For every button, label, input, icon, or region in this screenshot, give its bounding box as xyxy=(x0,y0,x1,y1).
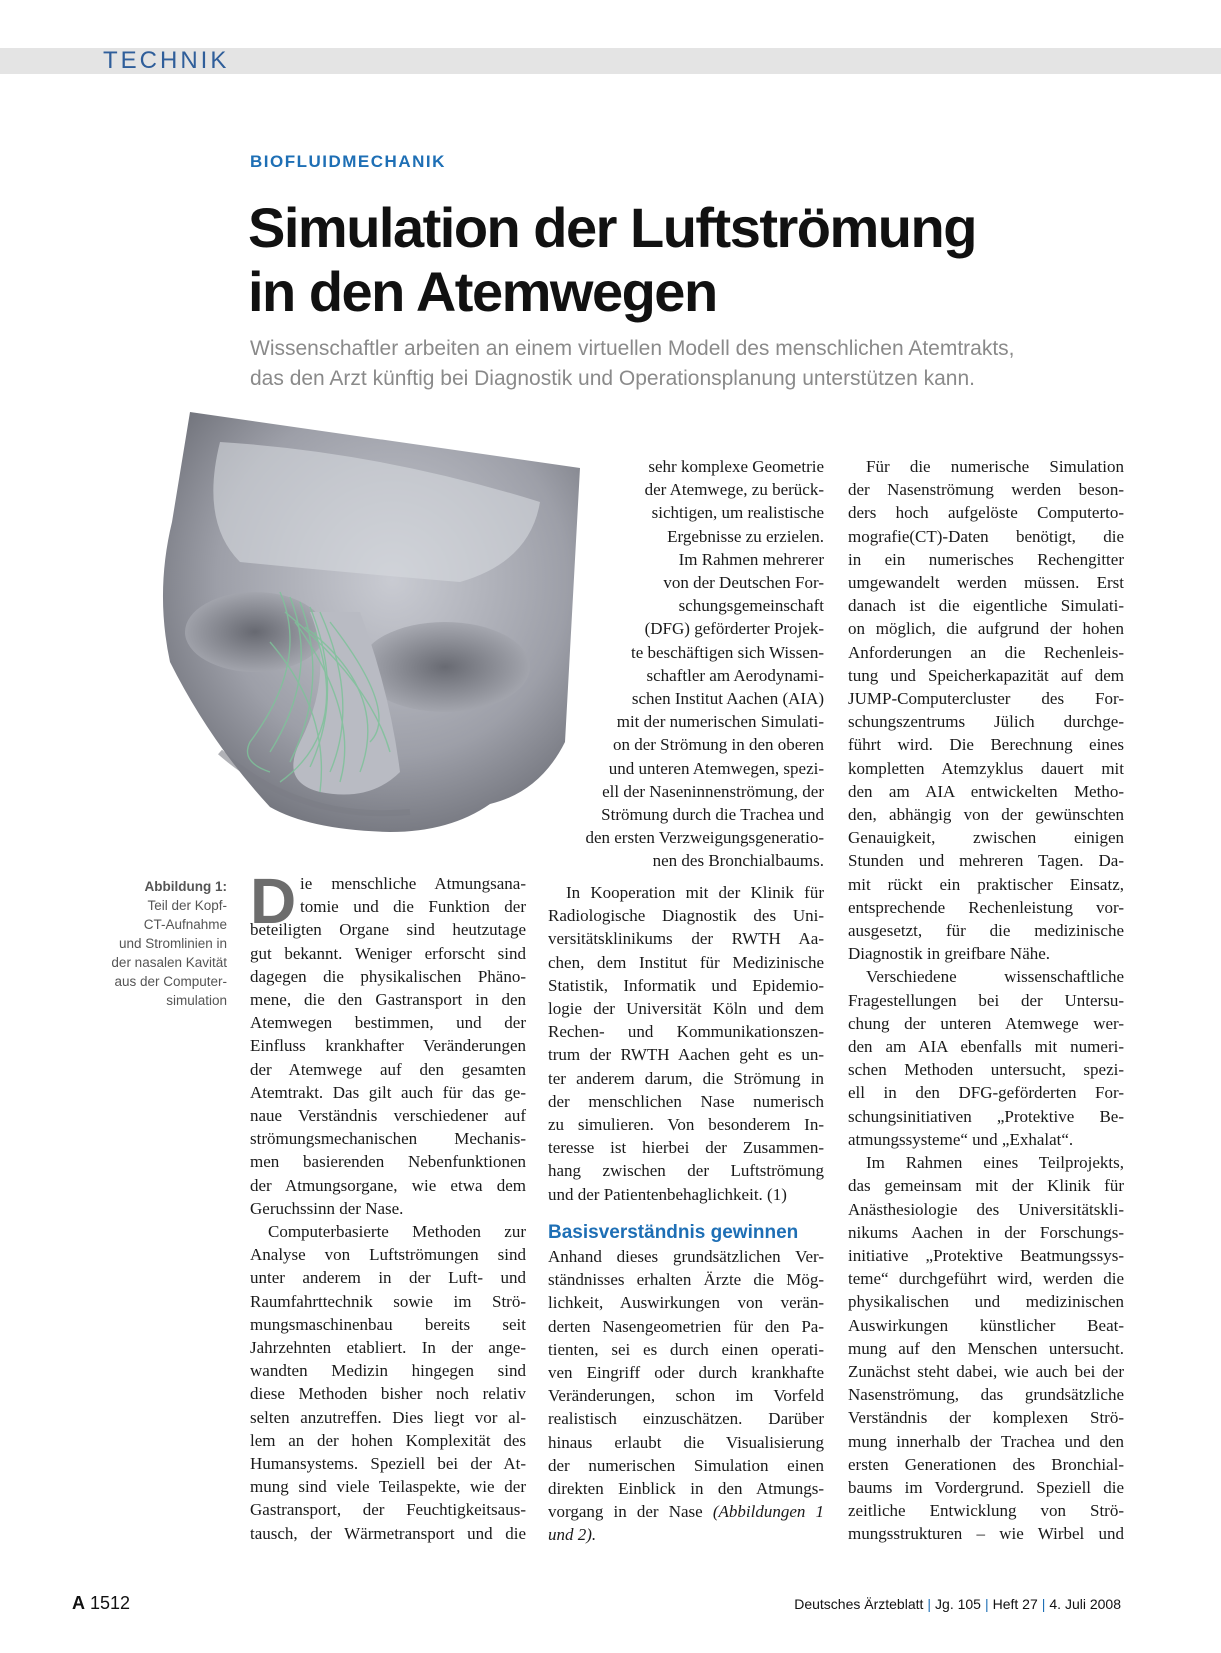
article-subtitle xyxy=(250,334,1170,394)
text-line: mene, die den Gastransport in den xyxy=(250,990,526,1010)
caption-label: Abbildung 1: xyxy=(144,879,227,894)
text-line: der menschlichen Nase numerisch xyxy=(548,1091,824,1111)
text-line: Atemtrakt. Das gilt auch für das ge- xyxy=(250,1082,526,1102)
text-line: Jahrzehnten etabliert. In der ange- xyxy=(250,1338,526,1358)
text-line: Ergebnisse zu erzielen. xyxy=(667,526,824,546)
text-line: nen des Bronchialbaums. xyxy=(652,851,824,871)
text-line: Auswirkungen künstlicher Beat- xyxy=(848,1315,1124,1335)
subtitle-line: das den Arzt künftig bei Diagnostik und Operationsplanung unterstützen kann. xyxy=(250,367,975,390)
text-line: Zunächst steht dabei, wie auch bei der xyxy=(848,1361,1124,1381)
text-line: atmungssysteme“ und „Exhalat“. xyxy=(848,1129,1074,1149)
text-line: tienten, sei es durch einen operati- xyxy=(548,1339,824,1359)
text-line: Humansystems. Speziell bei der At- xyxy=(250,1454,526,1474)
figure-caption xyxy=(95,877,227,1010)
text-line: on möglich, die aufgrund der hohen xyxy=(848,619,1124,639)
text-line: führt wird. Die Berechnung eines xyxy=(848,735,1124,755)
text-line: Anhand dieses grundsätzlichen Ver- xyxy=(548,1247,824,1266)
text-line: ell der Naseninnenströmung, der xyxy=(602,781,824,801)
text-line: zeitliche Entwicklung von Strö- xyxy=(848,1501,1124,1521)
text-line: beteiligten Organe sind heutzutage xyxy=(250,920,526,940)
text-line: realistisch einzuschätzen. Darüber xyxy=(548,1409,824,1429)
text-line: trum der RWTH Aachen geht es un- xyxy=(548,1045,824,1065)
text-line: Strömung durch die Trachea und xyxy=(601,805,824,825)
text-line: ie menschliche Atmungsana- xyxy=(300,874,526,893)
body-column-3 xyxy=(848,455,1124,1546)
text-line: derten Nasengeometrien für den Pa- xyxy=(548,1316,824,1336)
body-column-2-bottom xyxy=(548,1245,824,1547)
text-line: Computerbasierte Methoden zur xyxy=(268,1222,526,1242)
text-line: entsprechende Rechenleistung vor- xyxy=(848,897,1124,917)
journal-footer: Deutsches Ärzteblatt | Jg. 105 | Heft 27 | 4. Juli 2008 xyxy=(794,1596,1121,1612)
text-line: direkten Einblick in den Atmungs- xyxy=(548,1479,824,1499)
text-line: hinaus erlaubt die Visualisierung xyxy=(548,1432,824,1452)
caption-line: aus der Computer- xyxy=(114,974,227,989)
text-line: schungszentrums Jülich durchge- xyxy=(848,712,1124,732)
text-line: der Atemwege auf den gesamten xyxy=(250,1059,526,1079)
text-line: kompletten Atemzyklus dauert mit xyxy=(848,758,1124,778)
body-column-2-middle xyxy=(548,881,824,1206)
text-line: schen Institut Aachen (AIA) xyxy=(631,689,824,709)
section-subhead: Basisverständnis gewinnen xyxy=(548,1222,799,1243)
text-line: Nasenströmung, das grundsätzliche xyxy=(848,1385,1124,1405)
text-line: und 2). xyxy=(548,1525,597,1545)
journal-volume: Jg. 105 xyxy=(935,1596,981,1612)
caption-line: simulation xyxy=(166,993,227,1008)
page-prefix: A xyxy=(72,1593,85,1613)
journal-issue: Heft 27 xyxy=(992,1596,1038,1612)
text-line: den, abhängig von der gewünschten xyxy=(848,805,1124,825)
text-line: Analyse von Luftströmungen sind xyxy=(250,1245,526,1265)
text-line: der Atmungsorgane, wie etwa dem xyxy=(250,1175,526,1195)
text-line: ders hoch aufgelöste Computerto- xyxy=(848,503,1124,523)
text-line: dagegen die physikalischen Phäno- xyxy=(250,966,526,986)
text-line: Anforderungen an die Rechenleis- xyxy=(848,642,1124,662)
text-line: mit rückt ein praktischer Einsatz, xyxy=(848,874,1124,894)
text-line: on der Strömung in den oberen xyxy=(612,735,824,755)
text-line: Stunden und mehreren Tagen. Da- xyxy=(848,851,1124,871)
journal-name: Deutsches Ärzteblatt xyxy=(794,1596,924,1612)
text-line: te beschäftigen sich Wissen- xyxy=(630,642,824,662)
text-line: Veränderungen, schon im Vorfeld xyxy=(548,1386,824,1406)
text-line: ter anderem darum, die Strömung in xyxy=(548,1068,824,1088)
text-line: Statistik, Informatik und Epidemio- xyxy=(548,975,824,995)
text-line: mung innerhalb der Trachea und den xyxy=(848,1431,1124,1451)
section-label: TECHNIK xyxy=(103,47,230,74)
title-line: in den Atemwegen xyxy=(248,260,717,323)
text-line: teresse ist hierbei der Zusammen- xyxy=(548,1138,824,1158)
text-line: von der Deutschen For- xyxy=(663,573,824,593)
text-line: ausgesetzt, für die medizinische xyxy=(848,921,1124,941)
text-line: sehr komplexe Geometrie xyxy=(648,457,824,476)
text-line: selten anzutreffen. Dies liegt vor al- xyxy=(250,1407,526,1427)
article-kicker: BIOFLUIDMECHANIK xyxy=(250,152,446,171)
text-line: chen, dem Institut für Medizinische xyxy=(548,952,824,972)
text-line: Atemwegen bestimmen, und der xyxy=(250,1013,526,1033)
text-line: (DFG) geförderter Projek- xyxy=(644,619,824,639)
text-line: tung und Speicherkapazität auf dem xyxy=(848,665,1124,685)
text-line: Anästhesiologie des Universitätskli- xyxy=(848,1199,1124,1219)
text-line: men basierenden Nebenfunktionen xyxy=(250,1152,526,1172)
text-line: mit der numerischen Simulati- xyxy=(616,712,824,732)
text-line: mungsstrukturen – wie Wirbel und xyxy=(848,1524,1124,1544)
body-column-1 xyxy=(250,865,526,1545)
text-line: mografie(CT)-Daten benötigt, die xyxy=(848,526,1124,546)
text-line: In Kooperation mit der Klinik für xyxy=(566,883,824,902)
page-number xyxy=(72,1593,130,1614)
text-line: Fragestellungen bei der Untersu- xyxy=(848,990,1124,1010)
text-line: physikalischen und medizinischen xyxy=(848,1292,1124,1312)
text-line: lem an der hohen Komplexität des xyxy=(250,1430,526,1450)
text-line: unter anderem in der Luft- und xyxy=(250,1268,526,1288)
text-line: Einfluss krankhafter Veränderungen xyxy=(250,1036,526,1056)
text-line: tausch, der Wärmetransport und die xyxy=(250,1523,526,1543)
text-line: und unteren Atemwegen, spezi- xyxy=(608,758,824,778)
text-line: Radiologische Diagnostik des Uni- xyxy=(548,906,824,926)
text-line: vorgang in der Nase (Abbildungen 1 xyxy=(548,1502,824,1522)
text-line: ell in den DFG-geförderten For- xyxy=(848,1083,1124,1103)
text-line: wandten Medizin hingegen sind xyxy=(250,1361,526,1381)
text-line: schaftler am Aerodynami- xyxy=(646,665,824,685)
text-line: JUMP-Computercluster des For- xyxy=(848,689,1124,709)
text-line: in ein numerisches Rechengitter xyxy=(848,549,1124,569)
caption-line: Teil der Kopf- xyxy=(147,898,227,913)
text-line: und der Patientenbehaglichkeit. (1) xyxy=(548,1184,787,1204)
text-line: ständnisses erhalten Ärzte die Mög- xyxy=(548,1270,824,1290)
text-line: Diagnostik in greifbare Nähe. xyxy=(848,944,1051,964)
text-line: den ersten Verzweigungsgeneratio- xyxy=(585,828,824,848)
subtitle-line: Wissenschaftler arbeiten an einem virtuellen Modell des menschlichen Atemtrakts, xyxy=(250,337,1015,360)
text-line: Geruchssinn der Nase. xyxy=(250,1198,404,1218)
page-number-value: 1512 xyxy=(90,1593,131,1613)
text-line: der numerischen Simulation einen xyxy=(548,1455,824,1475)
text-line: lichkeit, Auswirkungen von verän- xyxy=(548,1293,824,1313)
text-line: Raumfahrttechnik sowie im Strö- xyxy=(250,1291,526,1311)
text-line: der Nasenströmung werden beson- xyxy=(848,480,1124,500)
text-line: umgewandelt werden müssen. Erst xyxy=(848,573,1124,593)
text-line: der Atemwege, zu berück- xyxy=(644,480,824,500)
text-line: ersten Generationen des Bronchial- xyxy=(848,1454,1124,1474)
text-line: schen Methoden untersucht, spezi- xyxy=(848,1060,1124,1080)
text-line: Genauigkeit, zwischen einigen xyxy=(848,828,1124,848)
text-line: mung auf den Menschen untersucht. xyxy=(848,1338,1124,1358)
text-line: zu simulieren. Von besonderem In- xyxy=(548,1115,824,1135)
text-line: mung sind viele Teilaspekte, wie der xyxy=(250,1477,526,1497)
text-line: den am AIA entwickelten Metho- xyxy=(848,781,1124,801)
text-line: sichtigen, um realistische xyxy=(651,503,824,523)
text-line: Für die numerische Simulation xyxy=(866,457,1124,476)
title-line: Simulation der Luftströmung xyxy=(248,196,976,259)
text-line: initiative „Protektive Beatmungssys- xyxy=(848,1245,1124,1265)
text-line: tomie und die Funktion der xyxy=(300,897,526,917)
journal-date: 4. Juli 2008 xyxy=(1049,1596,1121,1612)
text-line: Verständnis der komplexen Strö- xyxy=(848,1408,1124,1428)
ct-head-figure xyxy=(160,412,580,852)
text-line: Im Rahmen mehrerer xyxy=(678,549,824,569)
text-line: naue Verständnis verschiedener auf xyxy=(250,1106,526,1126)
text-line: Gastransport, der Feuchtigkeitsaus- xyxy=(250,1500,526,1520)
caption-line: und Stromlinien in xyxy=(118,936,227,951)
body-column-2-top xyxy=(548,455,824,873)
article-title xyxy=(248,196,1148,324)
left-eye-socket xyxy=(185,592,325,672)
text-line: schungsgemeinschaft xyxy=(678,596,824,616)
text-line: versitätsklinikums der RWTH Aa- xyxy=(548,929,824,949)
text-line: Rechen- und Kommunikationszen- xyxy=(548,1022,824,1042)
text-line: das gemeinsam mit der Klinik für xyxy=(848,1176,1124,1196)
text-line: gut bekannt. Weniger erforscht sind xyxy=(250,943,526,963)
text-line: baums im Vordergrund. Speziell die xyxy=(848,1477,1124,1497)
text-line: logie der Universität Köln und dem xyxy=(548,999,824,1019)
text-line: nikums Aachen in der Forschungs- xyxy=(848,1222,1124,1242)
text-line: Verschiedene wissenschaftliche xyxy=(866,967,1124,987)
text-line: den am AIA ebenfalls mit numeri- xyxy=(848,1037,1124,1057)
text-line: chung der unteren Atemwege wer- xyxy=(848,1013,1124,1033)
drop-cap: D xyxy=(250,865,297,937)
text-line: schungsinitiativen „Protektive Be- xyxy=(848,1106,1124,1126)
text-line: mungsmaschinenbau bereits seit xyxy=(250,1314,526,1334)
text-line: Im Rahmen eines Teilprojekts, xyxy=(866,1153,1124,1173)
text-line: danach ist die eigentliche Simulati- xyxy=(848,596,1124,616)
caption-line: der nasalen Kavität xyxy=(111,955,227,970)
text-line: teme“ durchgeführt wird, werden die xyxy=(848,1269,1124,1289)
caption-line: CT-Aufnahme xyxy=(143,917,227,932)
text-line: hang zwischen der Luftströmung xyxy=(548,1161,824,1181)
text-line: strömungsmechanischen Mechanis- xyxy=(250,1129,526,1149)
text-line: ven Eingriff oder durch krankhafte xyxy=(548,1363,824,1383)
text-line: diese Methoden bisher noch relativ xyxy=(250,1384,526,1404)
